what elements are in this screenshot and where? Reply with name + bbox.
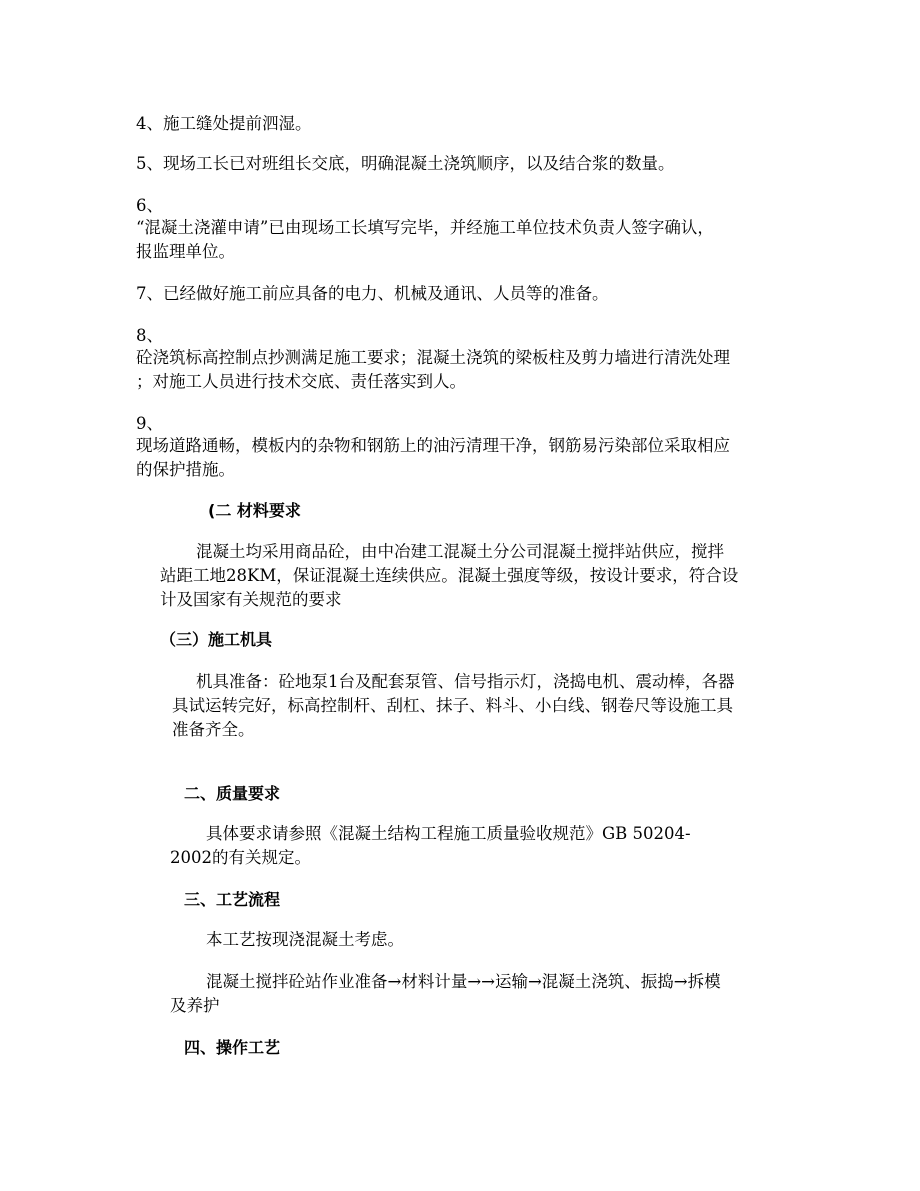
process-line-2: 混凝土搅拌砼站作业准备→材料计量→→运输→混凝土浇筑、振捣→拆模	[206, 972, 721, 991]
item-6-line-2: 报监理单位。	[136, 242, 235, 261]
item-8-number: 8、	[136, 326, 163, 345]
item-9-number: 9、	[136, 414, 163, 433]
machinery-line-2: 具试运转完好，标高控制杆、刮杠、抹子、料斗、小白线、钢卷尺等设施工具	[172, 696, 733, 715]
item-6-line-1: “混凝土浇灌申请”已由现场工长填写完毕，并经施工单位技术负责人签字确认，	[136, 218, 714, 237]
quality-line-1: 具体要求请参照《混凝土结构工程施工质量验收规范》GB 50204-	[206, 824, 691, 843]
operation-heading: 四、操作工艺	[184, 1038, 281, 1057]
machinery-heading: （三）施工机具	[160, 630, 273, 649]
item-6-number: 6、	[136, 196, 163, 215]
materials-heading: (二 材料要求	[208, 501, 301, 520]
materials-line-1: 混凝土均采用商品砼，由中冶建工混凝土分公司混凝土搅拌站供应，搅拌	[196, 542, 724, 561]
process-line-1: 本工艺按现浇混凝土考虑。	[206, 930, 404, 949]
item-4: 4、施工缝处提前泗湿。	[136, 114, 312, 133]
item-9-line-2: 的保护措施。	[136, 460, 235, 479]
quality-heading: 二、质量要求	[184, 784, 281, 803]
process-heading: 三、工艺流程	[184, 890, 281, 909]
item-7: 7、已经做好施工前应具备的电力、机械及通讯、人员等的准备。	[136, 284, 609, 303]
item-8-line-1: 砼浇筑标高控制点抄测满足施工要求；混凝土浇筑的梁板柱及剪力墙进行清洗处理	[136, 348, 730, 367]
item-9-line-1: 现场道路通畅，模板内的杂物和钢筋上的油污清理干净，钢筋易污染部位采取相应	[136, 436, 730, 455]
item-8-line-2: ；对施工人员进行技术交底、责任落实到人。	[136, 372, 466, 391]
materials-line-2: 站距工地28KM，保证混凝土连续供应。混凝土强度等级，按设计要求，符合设	[160, 566, 739, 585]
machinery-line-1: 机具准备：砼地泵1台及配套泵管、信号指示灯，浇捣电机、震动棒，各器	[196, 672, 735, 691]
process-line-3: 及养护	[170, 996, 220, 1015]
quality-line-2: 2002的有关规定。	[170, 848, 311, 867]
machinery-line-3: 准备齐全。	[172, 720, 255, 739]
materials-line-3: 计及国家有关规范的要求	[160, 590, 342, 609]
item-5: 5、现场工长已对班组长交底，明确混凝土浇筑顺序，以及结合浆的数量。	[136, 154, 675, 173]
